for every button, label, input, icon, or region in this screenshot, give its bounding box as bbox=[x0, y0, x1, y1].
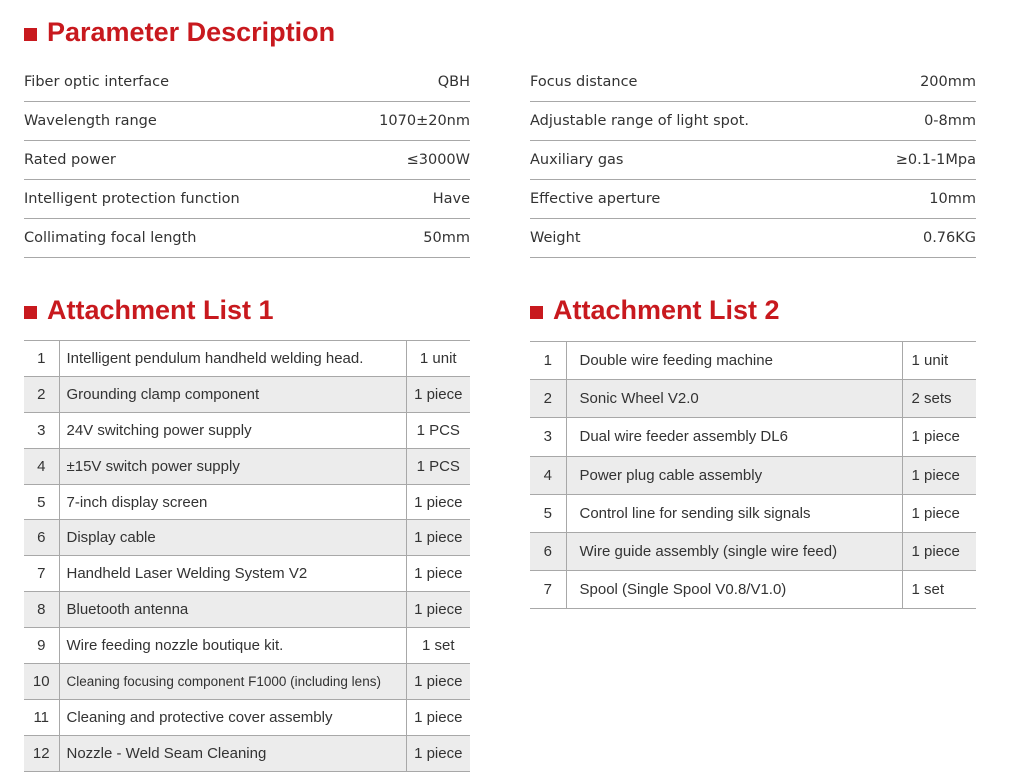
parameter-label: Weight bbox=[530, 230, 581, 246]
parameter-value: 1070±20nm bbox=[379, 113, 470, 129]
table-row bbox=[530, 342, 976, 380]
parameter-label: Wavelength range bbox=[24, 113, 157, 129]
attachment-list-2-table bbox=[530, 341, 976, 609]
item-number: 10 bbox=[24, 664, 59, 700]
item-name: 7-inch display screen bbox=[59, 484, 406, 520]
table-row bbox=[530, 494, 976, 532]
parameter-label: Rated power bbox=[24, 152, 116, 168]
item-name: Handheld Laser Welding System V2 bbox=[59, 556, 406, 592]
item-quantity: 1 set bbox=[406, 628, 470, 664]
parameter-row bbox=[530, 219, 976, 258]
parameter-value: QBH bbox=[437, 74, 470, 90]
item-name: Sonic Wheel V2.0 bbox=[566, 380, 902, 418]
item-name: Bluetooth antenna bbox=[59, 592, 406, 628]
item-number: 4 bbox=[530, 456, 566, 494]
item-quantity: 1 piece bbox=[406, 376, 470, 412]
attachment-list-2-title-text: Attachment List 2 bbox=[553, 295, 780, 325]
item-number: 1 bbox=[24, 341, 59, 377]
parameter-row bbox=[530, 141, 976, 180]
parameter-list-left bbox=[24, 63, 470, 258]
item-quantity: 1 unit bbox=[406, 341, 470, 377]
item-quantity: 1 unit bbox=[902, 342, 976, 380]
parameter-list-right bbox=[530, 63, 976, 258]
item-quantity: 1 piece bbox=[406, 520, 470, 556]
attachment-list-2-title bbox=[530, 294, 780, 326]
parameter-label: Intelligent protection function bbox=[24, 191, 240, 207]
item-number: 3 bbox=[530, 418, 566, 456]
item-name: Dual wire feeder assembly DL6 bbox=[566, 418, 902, 456]
item-name: Cleaning and protective cover assembly bbox=[59, 699, 406, 735]
table-row bbox=[24, 699, 470, 735]
item-quantity: 1 piece bbox=[406, 484, 470, 520]
parameter-row bbox=[530, 102, 976, 141]
table-row bbox=[530, 456, 976, 494]
item-quantity: 2 sets bbox=[902, 380, 976, 418]
item-number: 7 bbox=[530, 571, 566, 609]
parameter-label: Fiber optic interface bbox=[24, 74, 170, 90]
item-name: 24V switching power supply bbox=[59, 412, 406, 448]
item-name: Wire feeding nozzle boutique kit. bbox=[59, 628, 406, 664]
item-name: Control line for sending silk signals bbox=[566, 494, 902, 532]
item-name: Display cable bbox=[59, 520, 406, 556]
parameter-row bbox=[530, 63, 976, 102]
title-bullet-icon bbox=[24, 306, 37, 319]
table-row bbox=[24, 412, 470, 448]
parameter-row bbox=[24, 63, 470, 102]
attachment-list-1-title bbox=[24, 294, 274, 326]
item-number: 9 bbox=[24, 628, 59, 664]
table-row bbox=[530, 532, 976, 570]
table-row bbox=[24, 484, 470, 520]
parameter-value: ≤3000W bbox=[406, 152, 470, 168]
parameter-label: Focus distance bbox=[530, 74, 638, 90]
parameter-label: Collimating focal length bbox=[24, 230, 197, 246]
table-row bbox=[530, 571, 976, 609]
parameter-value: Have bbox=[432, 191, 470, 207]
item-quantity: 1 piece bbox=[902, 456, 976, 494]
item-number: 7 bbox=[24, 556, 59, 592]
item-name: Intelligent pendulum handheld welding head. bbox=[59, 341, 406, 377]
table-row bbox=[24, 341, 470, 377]
parameter-label: Effective aperture bbox=[530, 191, 661, 207]
item-name: Nozzle - Weld Seam Cleaning bbox=[59, 735, 406, 771]
item-name: Double wire feeding machine bbox=[566, 342, 902, 380]
item-number: 8 bbox=[24, 592, 59, 628]
item-quantity: 1 piece bbox=[406, 592, 470, 628]
table-row bbox=[24, 592, 470, 628]
title-bullet-icon bbox=[24, 28, 37, 41]
parameter-value: 50mm bbox=[423, 230, 470, 246]
table-row bbox=[530, 418, 976, 456]
attachment-list-1-table bbox=[24, 340, 470, 772]
item-number: 2 bbox=[24, 376, 59, 412]
table-row bbox=[24, 448, 470, 484]
table-row bbox=[24, 520, 470, 556]
item-number: 12 bbox=[24, 735, 59, 771]
attachment-list-1-title-text: Attachment List 1 bbox=[47, 295, 274, 325]
item-quantity: 1 piece bbox=[902, 532, 976, 570]
table-row bbox=[24, 376, 470, 412]
item-name: ±15V switch power supply bbox=[59, 448, 406, 484]
table-row bbox=[24, 556, 470, 592]
parameter-description-title-text: Parameter Description bbox=[47, 17, 336, 47]
parameter-value: 10mm bbox=[929, 191, 976, 207]
item-quantity: 1 piece bbox=[406, 735, 470, 771]
item-quantity: 1 piece bbox=[406, 699, 470, 735]
item-number: 4 bbox=[24, 448, 59, 484]
item-quantity: 1 set bbox=[902, 571, 976, 609]
item-name: Spool (Single Spool V0.8/V1.0) bbox=[566, 571, 902, 609]
parameter-row bbox=[24, 219, 470, 258]
item-number: 2 bbox=[530, 380, 566, 418]
item-quantity: 1 piece bbox=[406, 664, 470, 700]
item-name: Grounding clamp component bbox=[59, 376, 406, 412]
item-quantity: 1 piece bbox=[902, 494, 976, 532]
item-name: Wire guide assembly (single wire feed) bbox=[566, 532, 902, 570]
item-quantity: 1 PCS bbox=[406, 412, 470, 448]
parameter-value: 0.76KG bbox=[922, 230, 976, 246]
parameter-description-title bbox=[24, 16, 335, 48]
parameter-row bbox=[530, 180, 976, 219]
parameter-value: ≥0.1-1Mpa bbox=[895, 152, 976, 168]
item-number: 11 bbox=[24, 699, 59, 735]
parameter-label: Auxiliary gas bbox=[530, 152, 624, 168]
parameter-row bbox=[24, 141, 470, 180]
table-row bbox=[24, 735, 470, 771]
parameter-label: Adjustable range of light spot. bbox=[530, 113, 750, 129]
parameter-value: 0-8mm bbox=[924, 113, 976, 129]
parameter-value: 200mm bbox=[920, 74, 976, 90]
table-row bbox=[530, 380, 976, 418]
item-number: 1 bbox=[530, 342, 566, 380]
parameter-row bbox=[24, 102, 470, 141]
item-number: 6 bbox=[530, 532, 566, 570]
title-bullet-icon bbox=[530, 306, 543, 319]
parameter-row bbox=[24, 180, 470, 219]
item-name: Cleaning focusing component F1000 (including lens) bbox=[59, 664, 406, 700]
item-quantity: 1 PCS bbox=[406, 448, 470, 484]
item-number: 5 bbox=[24, 484, 59, 520]
table-row bbox=[24, 628, 470, 664]
item-number: 5 bbox=[530, 494, 566, 532]
item-quantity: 1 piece bbox=[902, 418, 976, 456]
item-number: 3 bbox=[24, 412, 59, 448]
item-number: 6 bbox=[24, 520, 59, 556]
item-name: Power plug cable assembly bbox=[566, 456, 902, 494]
item-quantity: 1 piece bbox=[406, 556, 470, 592]
table-row bbox=[24, 664, 470, 700]
